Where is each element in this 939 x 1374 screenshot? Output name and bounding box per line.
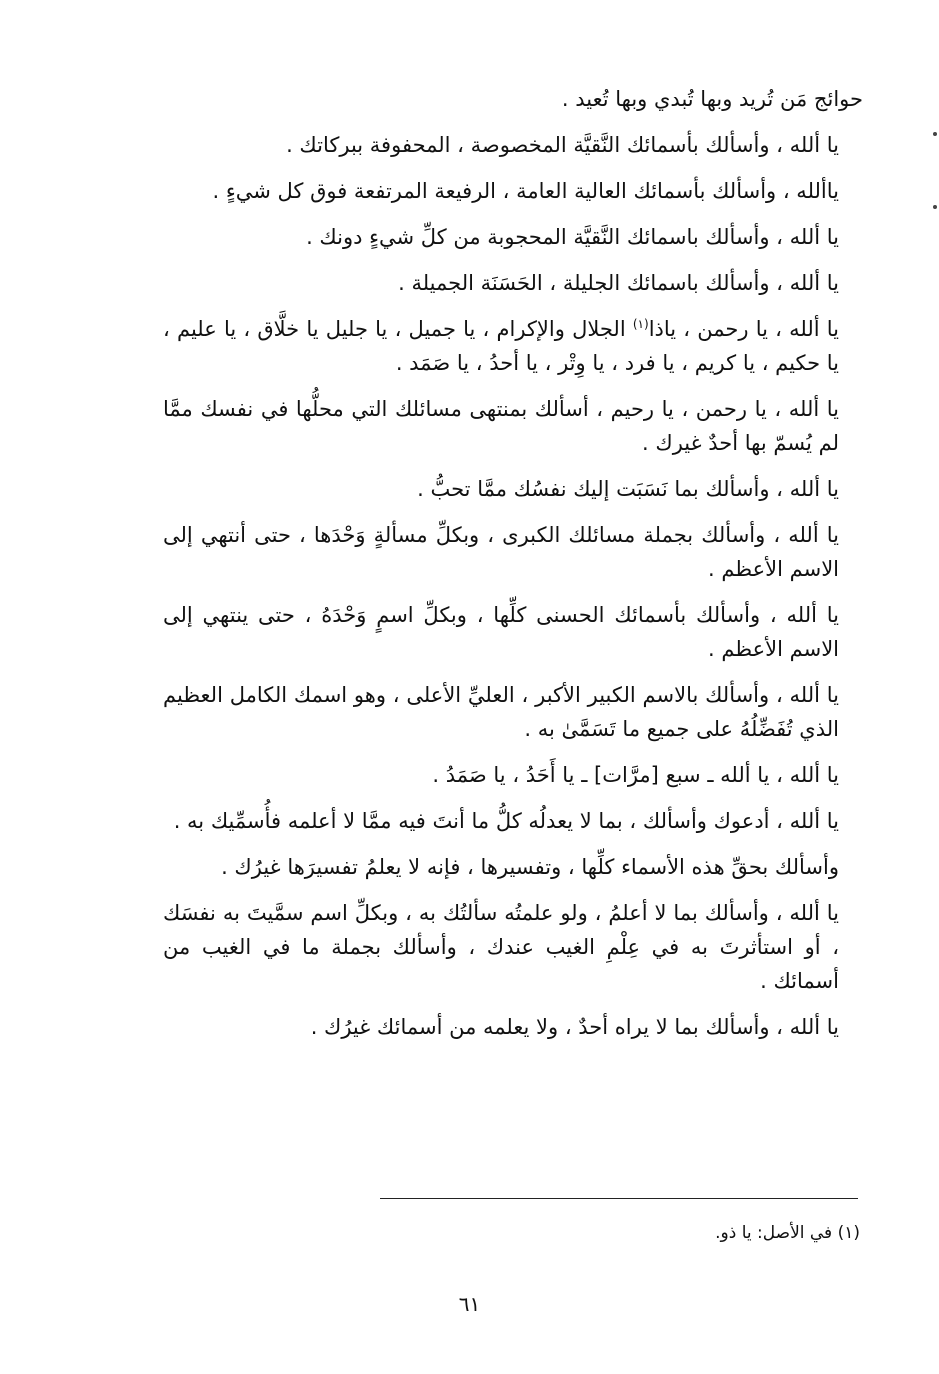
paragraph-3: ياألله ، وأسألك بأسمائك العالية العامة ، الرفيعة المرتفعة فوق كل شيءٍ .: [212, 179, 839, 203]
page-number: ٦١: [458, 1292, 481, 1316]
paragraph-11: يا ألله ، وأسألك بالاسم الكبير الأكبر ، العليِّ الأعلى ، وهو اسمك الكامل العظيم الذي تُفَضِّلُهُ على جميع ما تَسَمَّىٰ به .: [163, 683, 839, 741]
scan-speck: [933, 205, 937, 209]
paragraph-14: وأسألك بحقِّ هذه الأسماء كلِّها ، وتفسيرها ، فإنه لا يعلمُ تفسيرَها غيرُك .: [221, 855, 839, 879]
footnote: (١) في الأصل: يا ذو.: [715, 1223, 860, 1243]
paragraph-6-rest: الجلال والإكرام ، يا جميل ، يا جليل يا خلَّاق ، يا عليم ، يا حكيم ، يا كريم ، يا فرد ، يا وِتْر ، يا أحدُ ، يا صَمَد .: [163, 317, 839, 375]
paragraph-4: يا ألله ، وأسألك باسمائك النَّقيَّة المحجوبة من كلِّ شيءٍ دونك .: [306, 225, 839, 249]
footnote-marker: (١): [632, 317, 649, 331]
paragraph-5: يا ألله ، وأسألك باسمائك الجليلة ، الحَسَنَة الجميلة .: [398, 271, 839, 295]
paragraph-8: يا ألله ، وأسألك بما نَسَبَت إليك نفسُك ممَّا تحبُّ .: [417, 477, 839, 501]
paragraph-2: يا ألله ، وأسألك بأسمائك النَّقيَّة المخصوصة ، المحفوفة ببركاتك .: [286, 133, 839, 157]
paragraph-15: يا ألله ، وأسألك بما لا أعلمُ ، ولو علمتُه سألتُك به ، وبكلِّ اسم سمَّيتَ به نفسَك ، أو استأثرتَ به في عِلْمِ الغيب عندك ، وأسألك بجملة ما في الغيب من أسمائك .: [163, 901, 839, 993]
paragraph-9: يا ألله ، وأسألك بجملة مسائلك الكبرى ، وبكلِّ مسألةٍ وَحْدَها ، حتى أنتهي إلى الاسم الأعظم .: [163, 523, 839, 581]
paragraph-6-start: يا ألله ، يا رحمن ، ياذا: [648, 317, 839, 341]
paragraph-1: حوائج مَن تُريد وبها تُبدي وبها تُعيد .: [561, 87, 863, 111]
paragraph-12: يا ألله ، يا ألله ـ سبع [مرَّات] ـ يا أَحَدُ ، يا صَمَدُ .: [432, 763, 839, 787]
scan-speck: [933, 132, 937, 136]
paragraph-16: يا ألله ، وأسألك بما لا يراه أحدٌ ، ولا يعلمه من أسمائك غيرُك .: [310, 1015, 839, 1039]
paragraph-10: يا ألله ، وأسألك بأسمائك الحسنى كلِّها ، وبكلِّ اسمٍ وَحْدَهُ ، حتى ينتهي إلى الاسم الأعظم .: [163, 603, 839, 661]
paragraph-13: يا ألله ، أدعوك وأسألك ، بما لا يعدلُه كلُّ ما أنتَ فيه ممَّا لا أعلمه فأُسمِّيك به .: [173, 809, 839, 833]
footnote-divider: [380, 1198, 858, 1199]
main-text: [163, 82, 863, 1056]
paragraph-6: [163, 312, 863, 380]
paragraph-7: يا ألله ، يا رحمن ، يا رحيم ، أسألك بمنتهى مسائلك التي محلُّها في نفسك ممَّا لم يُسمّ بها أحدٌ غيرك .: [163, 397, 839, 455]
